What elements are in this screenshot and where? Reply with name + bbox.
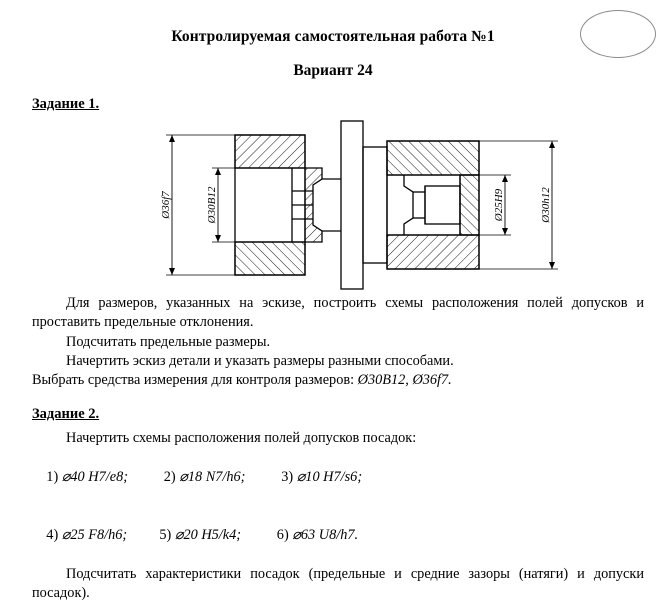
task-1-paragraph-4	[32, 371, 644, 390]
task-1-paragraph-3: Начертить эскиз детали и указать размеры разными способами.	[66, 352, 454, 369]
task-2-item-5-num: 5)	[159, 526, 172, 543]
dimension-label-30B12: Ø30B12	[206, 186, 218, 224]
task-2-row-1	[32, 449, 644, 507]
task-2-item-6-num: 6)	[276, 526, 289, 543]
task-2-row-2	[32, 507, 644, 565]
task-2-item-1-num: 1)	[46, 469, 59, 486]
dimension-label-30h12: Ø30h12	[540, 187, 552, 223]
task-2-item-2-value: ⌀18 N7/h6;	[179, 469, 246, 486]
document-page	[0, 28, 666, 609]
task-2-item-4-num: 4)	[46, 526, 59, 543]
task-1-heading: Задание 1.	[32, 96, 100, 112]
task-2-tail: Подсчитать характеристики посадок (предельные и средние зазоры (натяги) и допуски посадок).	[32, 565, 644, 601]
task-2-item-1-value: ⌀40 H7/e8;	[61, 469, 128, 486]
task-1-paragraph-2: Подсчитать предельные размеры.	[66, 333, 271, 350]
task-2-item-2-num: 2)	[163, 469, 176, 486]
technical-drawing	[0, 119, 666, 294]
task-2-item-3-value: ⌀10 H7/s6;	[296, 469, 363, 486]
task-1-paragraph-4-sizes: Ø30В12, Ø36f7.	[357, 372, 452, 389]
task-1-paragraph-1: Для размеров, указанных на эскизе, построить схемы расположения полей допусков и проставить предельные отклонения.	[32, 295, 644, 331]
task-2-item-5-value: ⌀20 H5/k4;	[174, 526, 242, 543]
drawing-svg	[0, 119, 666, 294]
task-2-intro: Начертить схемы расположения полей допусков посадок:	[66, 430, 417, 447]
variant-subtitle: Вариант 24	[293, 62, 373, 79]
task-2-item-6-value: ⌀63 U8/h7.	[292, 526, 359, 543]
corner-ellipse-mark	[580, 10, 656, 58]
page-title: Контролируемая самостоятельная работа №1	[171, 28, 495, 45]
dimension-label-36f7: Ø36f7	[160, 191, 172, 219]
task-2-heading: Задание 2.	[32, 406, 100, 423]
task-2-item-3-num: 3)	[281, 469, 294, 486]
task-2-item-4-value: ⌀25 F8/h6;	[61, 526, 128, 543]
dimension-label-25H9: Ø25H9	[493, 188, 505, 222]
task-1-paragraph-4-plain: Выбрать средства измерения для контроля размеров:	[32, 372, 358, 389]
